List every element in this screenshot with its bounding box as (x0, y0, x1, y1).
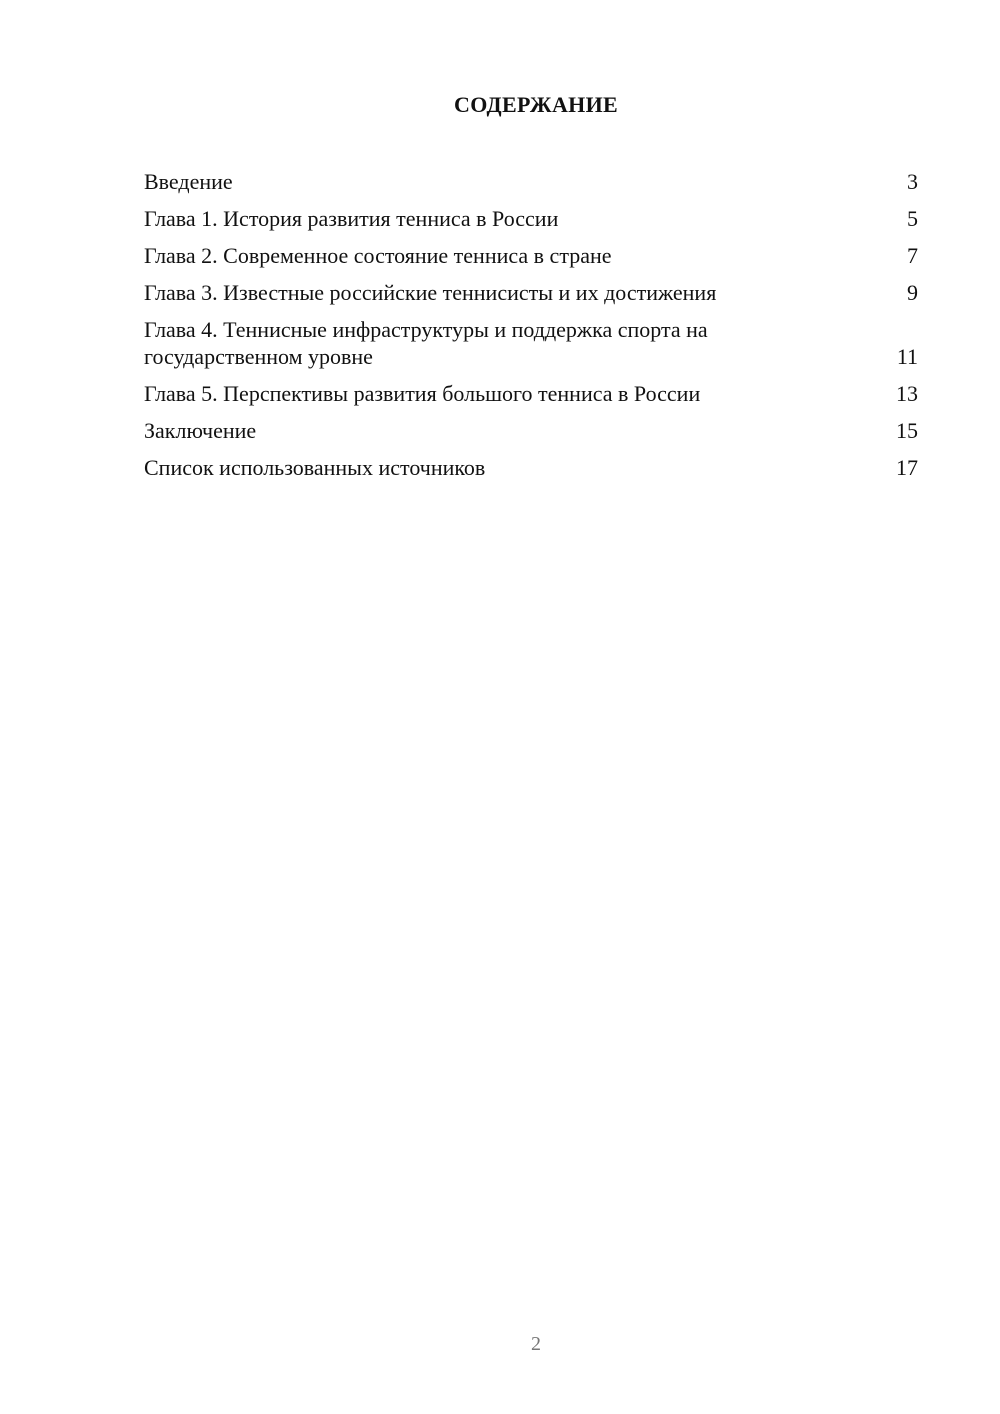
toc-title: СОДЕРЖАНИЕ (454, 92, 618, 117)
toc-entry-text: Глава 5. Перспективы развития большого тенниса в России (144, 381, 701, 406)
toc-entry-text: Глава 3. Известные российские теннисисты и их достижения (144, 280, 717, 305)
page-number: 2 (531, 1333, 541, 1355)
toc-entry-page: 15 (896, 418, 918, 443)
toc-entry-page: 5 (907, 206, 918, 231)
toc-entry-page: 7 (907, 243, 918, 268)
toc-entry-introduction[interactable] (144, 168, 918, 195)
toc-entry-conclusion[interactable] (144, 417, 918, 444)
toc-entry-text: Глава 2. Современное состояние тенниса в стране (144, 243, 612, 268)
toc-entry-page: 11 (896, 344, 918, 369)
toc-entry-text: Список использованных источников (144, 455, 486, 480)
table-of-contents (144, 168, 918, 491)
toc-entry-chapter-3[interactable] (144, 279, 918, 306)
toc-entry-chapter-1[interactable] (144, 205, 918, 232)
toc-entry-page: 9 (907, 280, 918, 305)
toc-entry-page: 13 (896, 381, 918, 406)
toc-entry-page: 17 (896, 455, 918, 480)
toc-entry-text: Введение (144, 169, 233, 194)
toc-entry-references[interactable] (144, 454, 918, 481)
toc-entry-chapter-2[interactable] (144, 242, 918, 269)
toc-entry-text: Глава 1. История развития тенниса в России (144, 206, 559, 231)
toc-entry-page: 3 (907, 169, 918, 194)
toc-entry-text: Глава 4. Теннисные инфраструктуры и поддержка спорта на государственном уровне (144, 317, 708, 369)
toc-entry-chapter-5[interactable] (144, 380, 918, 407)
toc-entry-text: Заключение (144, 418, 257, 443)
toc-entry-chapter-4[interactable] (144, 316, 918, 370)
